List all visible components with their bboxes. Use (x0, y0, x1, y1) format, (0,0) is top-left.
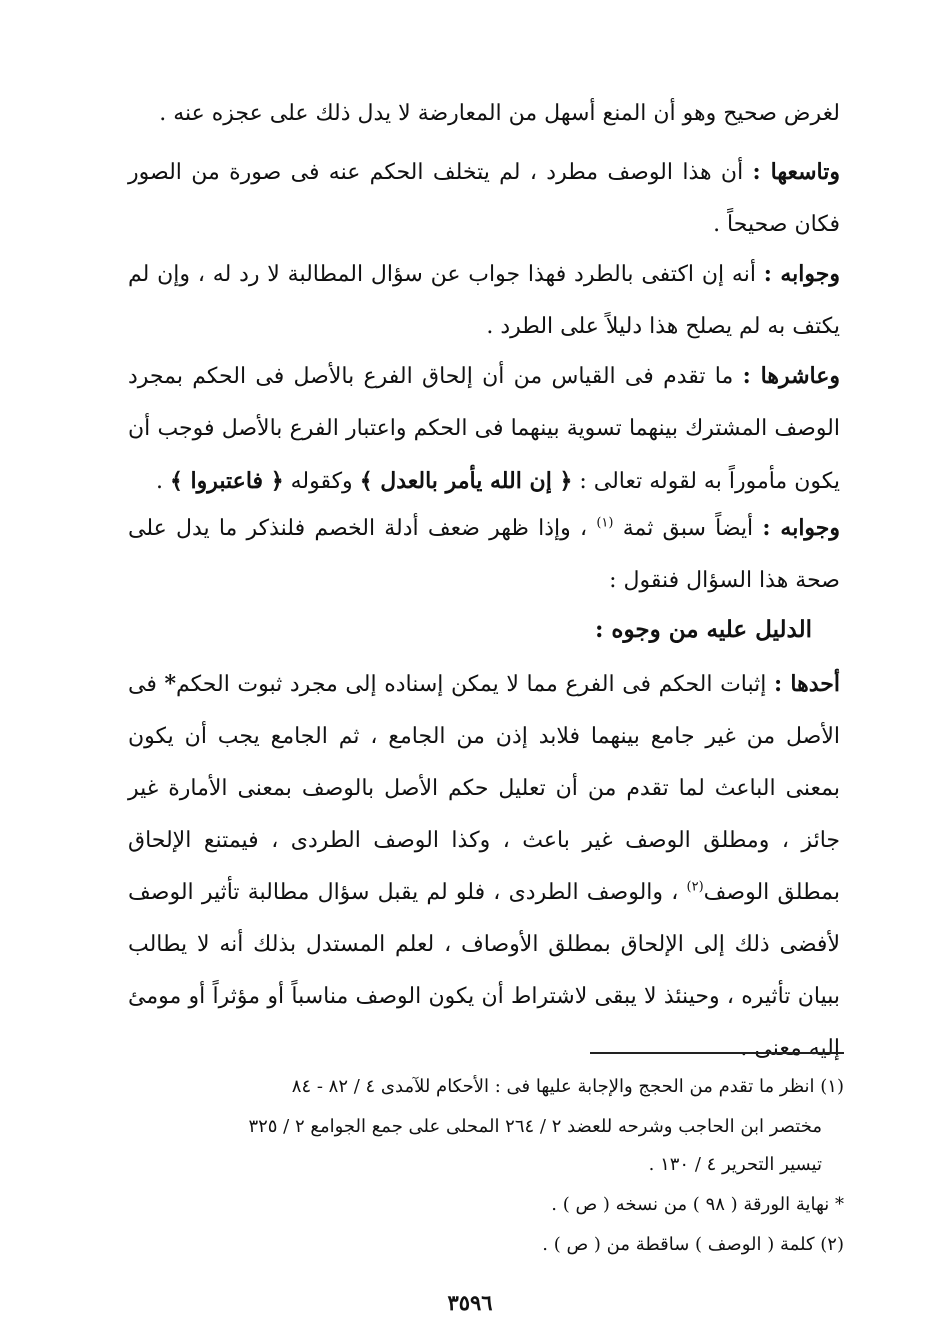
paragraph-text: لغرض صحيح وهو أن المنع أسهل من المعارضة لا يدل ذلك على عجزه عنه . (159, 101, 840, 126)
paragraph-lead: أحدها : (774, 671, 840, 697)
paragraph-answer-ninth (128, 248, 840, 353)
paragraph-text: ما تقدم فى القياس من أن إلحاق الفرع بالأصل فى الحكم بمجرد الوصف المشترك بينهما تسوية بينهما فى الحكم واعتبار الفرع بالأصل فوجب أن يكون مأموراً به لقوله تعالى : (128, 364, 840, 494)
page-number: ٣٥٩٦ (447, 1290, 493, 1315)
footnote-1-line-3: تيسير التحرير ٤ / ١٣٠ . (648, 1154, 822, 1175)
paragraph-lead: وجوابه : (763, 261, 840, 287)
quran-verse-reflect: ﴿ فاعتبروا ﴾ (169, 468, 284, 494)
footnote-1-line-1: (١) انظر ما تقدم من الحجج والإجابة عليها فى : الأحكام للآمدى ٤ / ٨٢ - ٨٤ (291, 1076, 844, 1097)
paragraph-ninth (128, 146, 840, 251)
footnote-1-line-2: مختصر ابن الحاجب وشرحه للعضد ٢ / ٢٦٤ المحلى على جمع الجوامع ٢ / ٣٢٥ (248, 1116, 822, 1137)
footnote-marker-1: (١) (596, 515, 614, 531)
footnote-folio-note: * نهاية الورقة ( ٩٨ ) من نسخه ( ص ) . (551, 1194, 844, 1215)
paragraph-text: ، والوصف الطردى ، فلو لم يقبل سؤال مطالبة تأثير الوصف لأفضى ذلك إلى الإلحاق بمطلق الأوصاف ، لعلم المستدل بذلك أنه لا يطالب ببيان تأثيره ، وحينئذ لا يبقى لاشتراط أن يكون الوصف مناسباً أو مؤثراً أو مومئ إليه معنى . (128, 880, 840, 1061)
footnote-separator (590, 1052, 844, 1054)
paragraph-text-middle: وكقوله (290, 469, 353, 494)
footnote-2: (٢) كلمة ( الوصف ) ساقطة من ( ص ) . (542, 1234, 844, 1255)
folio-asterisk: * (164, 671, 176, 697)
footnote-marker-2: (٢) (686, 879, 704, 895)
paragraph-text: فى الأصل من غير جامع بينهما فلابد إذن من الجامع ، ثم الجامع يجب أن يكون بمعنى الباعث لما تقدم من أن تعليل حكم الأصل بالوصف بمعنى الأمارة غير جائز ، ومطلق الوصف غير باعث ، وكذا الوصف الطردى ، فيمتنع الإلحاق بمطلق الوصف (128, 672, 840, 905)
section-heading: الدليل عليه من وجوه : (594, 616, 812, 643)
paragraph-answer-tenth (128, 502, 840, 607)
quran-verse-justice: ﴿ إن الله يأمر بالعدل ﴾ (359, 468, 573, 494)
paragraph-text-end: . (155, 469, 163, 494)
paragraph-continuation (128, 88, 840, 140)
paragraph-text: إثبات الحكم فى الفرع مما لا يمكن إسناده إلى مجرد ثبوت الحكم (176, 672, 767, 697)
paragraph-text: أنه إن اكتفى بالطرد فهذا جواب عن سؤال المطالبة لا رد له ، وإن لم يكتف به لم يصلح هذا دليلاً على الطرد . (128, 262, 840, 339)
paragraph-text: ، وإذا ظهر ضعف أدلة الخصم فلنذكر ما يدل على صحة هذا السؤال فنقول : (128, 516, 840, 593)
paragraph-text: أيضاً سبق ثمة (622, 516, 754, 541)
paragraph-lead: وجوابه : (762, 515, 841, 541)
paragraph-lead: وعاشرها : (742, 363, 840, 389)
paragraph-first-point (128, 658, 840, 1075)
paragraph-text: أن هذا الوصف مطرد ، لم يتخلف الحكم عنه فى صورة من الصور فكان صحيحاً . (128, 160, 840, 237)
paragraph-tenth (128, 350, 840, 508)
paragraph-lead: وتاسعها : (752, 159, 841, 185)
